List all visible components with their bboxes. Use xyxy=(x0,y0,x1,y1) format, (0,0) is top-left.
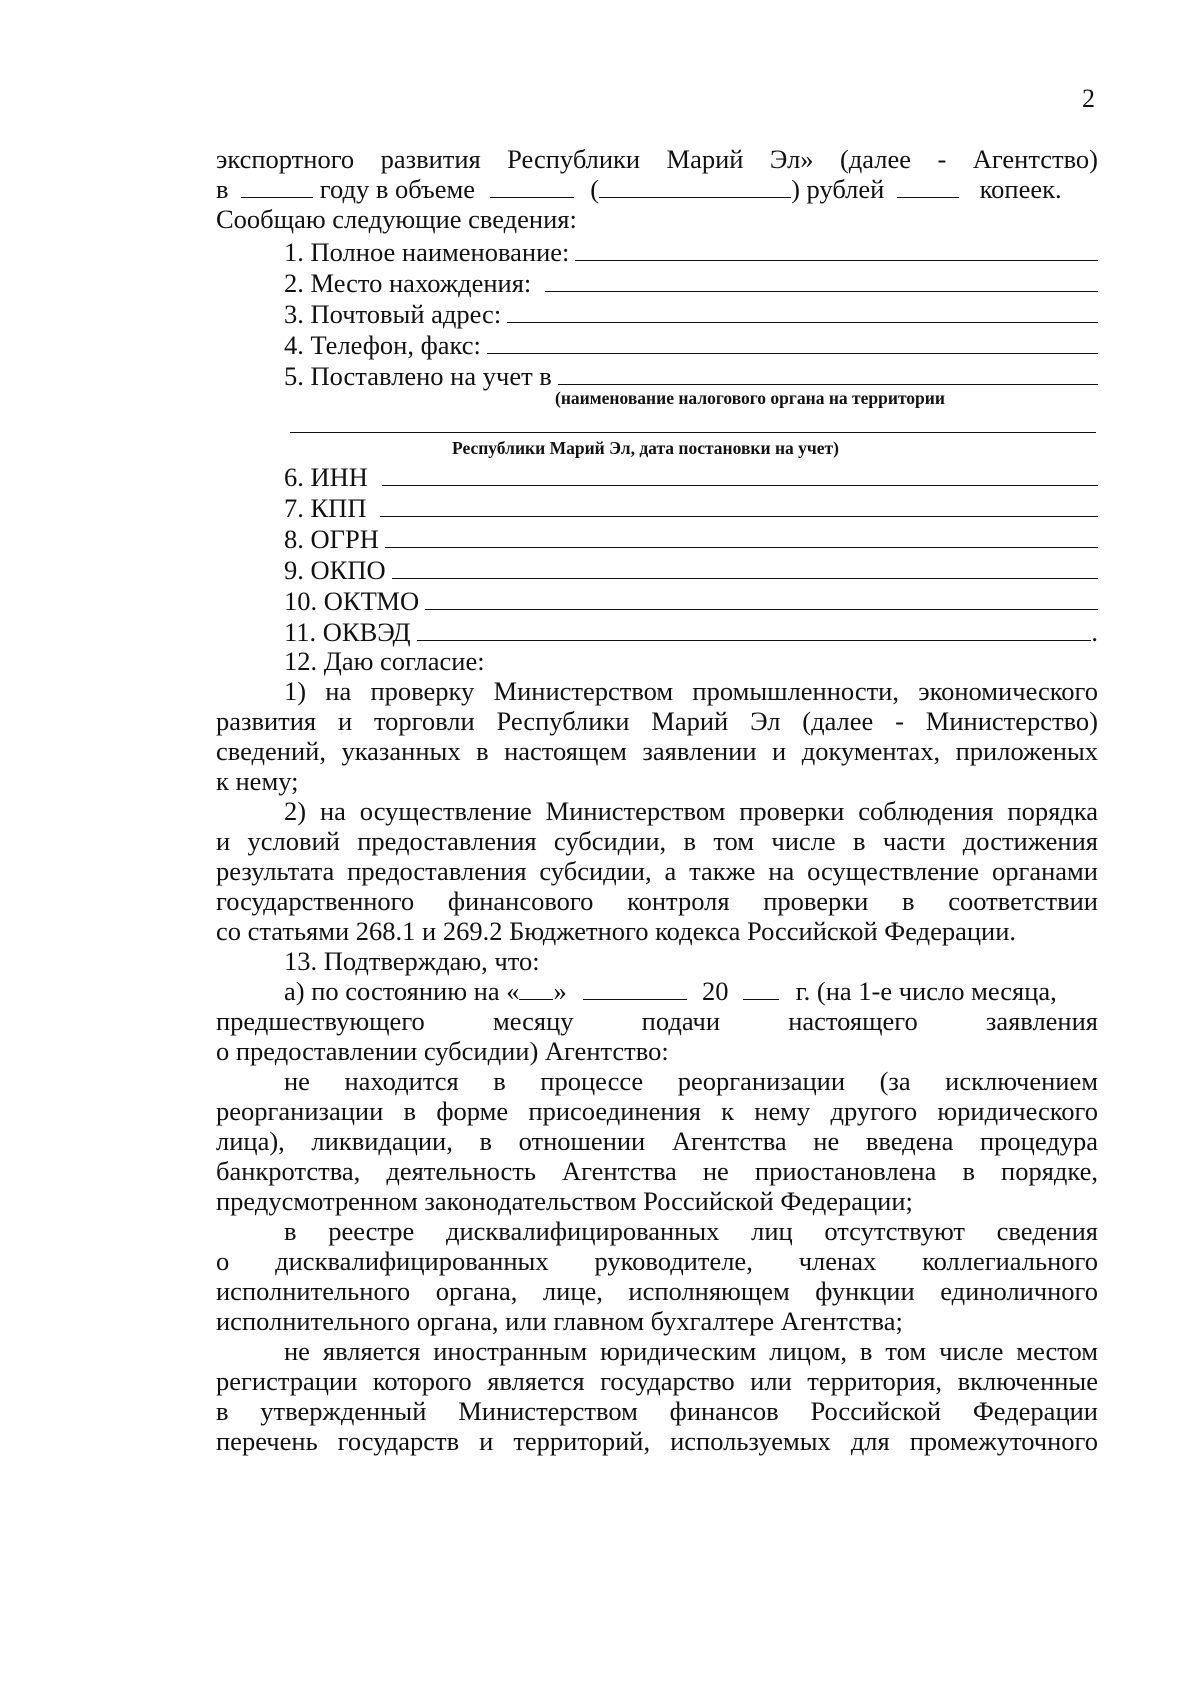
field-registered-at xyxy=(284,358,1098,391)
intro-year-text: году в объеме xyxy=(319,174,476,204)
consent-p2-line: и условий предоставления субсидии, в том числе в части достижения xyxy=(216,826,1098,856)
field-blank[interactable] xyxy=(382,459,1098,486)
caption-registration-date: Республики Марий Эл, дата постановки на учет) xyxy=(452,438,839,458)
amount-words-blank[interactable] xyxy=(599,173,791,198)
consent-p2-line: государственного финансового контроля проверки в соответствии xyxy=(216,886,1098,916)
field-postal-address xyxy=(284,296,1098,329)
disq-line: исполнительного органа, лице, исполняющем функции единоличного xyxy=(216,1276,1098,1306)
field-oktmo xyxy=(284,583,1098,616)
field-label: 9. ОКПО xyxy=(284,555,386,585)
reorg-line: лица), ликвидации, в отношении Агентства не введена процедура xyxy=(216,1126,1098,1156)
confirm-date-line xyxy=(284,975,1098,1008)
field-label: 5. Поставлено на учет в xyxy=(284,361,552,391)
reorg-line: не находится в процессе реорганизации (за исключением xyxy=(284,1066,1098,1096)
reorg-line: реорганизации в форме присоединения к нему другого юридического xyxy=(216,1096,1098,1126)
consent-p2-line: со статьями 268.1 и 269.2 Бюджетного кодекса Российской Федерации. xyxy=(216,916,1017,946)
confirm-date-prefix: а) по состоянию на « xyxy=(284,976,520,1006)
disq-line: о дисквалифицированных руководителе, членах коллегиального xyxy=(216,1246,1098,1276)
field-kpp xyxy=(284,490,1098,523)
consent-p2-line: 2) на осуществление Министерством проверки соблюдения порядка xyxy=(284,796,1098,826)
intro-open-paren: ( xyxy=(590,174,600,204)
reorg-line: банкротства, деятельность Агентства не приостановлена в порядке, xyxy=(216,1156,1098,1186)
field-okpo xyxy=(284,552,1098,585)
reorg-line: предусмотренном законодательством Российской Федерации; xyxy=(216,1186,913,1216)
field-blank[interactable] xyxy=(507,296,1098,323)
foreign-line: регистрации которого является государство или территория, включенные xyxy=(216,1366,1098,1396)
foreign-line: в утвержденный Министерством финансов Российской Федерации xyxy=(216,1396,1098,1426)
intro-rubles: ) рублей xyxy=(791,174,885,204)
field-phone-fax xyxy=(284,327,1098,360)
confirm-line: предшествующего месяцу подачи настоящего заявления xyxy=(216,1006,1098,1036)
confirm-century: 20 xyxy=(701,976,729,1006)
field-blank[interactable] xyxy=(487,327,1098,354)
page-number: 2 xyxy=(1082,84,1095,113)
consent-p1-line: сведений, указанных в настоящем заявлении и документах, приложеных xyxy=(216,736,1098,766)
field-okved xyxy=(284,614,1098,647)
field-label: 7. КПП xyxy=(284,493,367,523)
field-blank[interactable] xyxy=(575,234,1098,261)
field-label: 10. ОКТМО xyxy=(284,586,420,616)
year-suffix-blank[interactable] xyxy=(743,975,779,1000)
confirm-close-quote: » xyxy=(553,976,567,1006)
intro-line-3: Сообщаю следующие сведения: xyxy=(216,204,577,234)
consent-heading: 12. Даю согласие: xyxy=(284,646,485,676)
field-full-name xyxy=(284,234,1098,267)
field-blank[interactable] xyxy=(545,265,1098,292)
foreign-line: перечень государств и территорий, используемых для промежуточного xyxy=(216,1426,1098,1456)
intro-line-1: экспортного развития Республики Марий Эл» (далее - Агентство) xyxy=(216,144,1098,174)
field-label: 4. Телефон, факс: xyxy=(284,330,481,360)
field-label: 8. ОГРН xyxy=(284,524,379,554)
field-blank[interactable] xyxy=(380,490,1098,517)
field-label: 1. Полное наименование: xyxy=(284,237,570,267)
confirm-line: о предоставлении субсидии) Агентство: xyxy=(216,1036,669,1066)
field-inn xyxy=(284,459,1098,492)
consent-p2-line: результата предоставления субсидии, а также на осуществление органами xyxy=(216,856,1098,886)
field-location xyxy=(284,265,1098,298)
field-label: 3. Почтовый адрес: xyxy=(284,299,502,329)
day-blank[interactable] xyxy=(519,975,553,1000)
field-blank[interactable] xyxy=(385,521,1098,548)
disq-line: исполнительного органа, или главном бухгалтере Агентства; xyxy=(216,1306,903,1336)
field-label: 2. Место нахождения: xyxy=(284,268,532,298)
disq-line: в реестре дисквалифицированных лиц отсутствуют сведения xyxy=(284,1216,1098,1246)
consent-p1-line: развития и торговли Республики Марий Эл (далее - Министерство) xyxy=(216,706,1098,736)
tax-authority-blank[interactable] xyxy=(290,432,1096,433)
intro-line-2 xyxy=(216,173,1098,206)
consent-p1-line: к нему; xyxy=(216,766,299,796)
foreign-line: не является иностранным юридическим лицом, в том числе местом xyxy=(284,1336,1098,1366)
field-blank[interactable] xyxy=(392,552,1098,579)
field-blank[interactable] xyxy=(558,358,1098,385)
consent-p1-line: 1) на проверку Министерством промышленности, экономического xyxy=(284,676,1098,706)
field-period: . xyxy=(1091,617,1098,647)
field-label: 11. ОКВЭД xyxy=(284,617,411,647)
year-blank[interactable] xyxy=(241,173,313,198)
caption-tax-authority: (наименование налогового органа на территории xyxy=(555,388,945,408)
kopecks-blank[interactable] xyxy=(897,173,959,198)
intro-kopecks: копеек. xyxy=(979,174,1062,204)
month-blank[interactable] xyxy=(583,975,687,1000)
field-label: 6. ИНН xyxy=(284,462,368,492)
confirm-heading: 13. Подтверждаю, что: xyxy=(284,946,540,976)
field-ogrn xyxy=(284,521,1098,554)
amount-blank[interactable] xyxy=(490,173,574,198)
field-blank[interactable] xyxy=(417,614,1092,641)
intro-in: в xyxy=(216,174,229,204)
confirm-date-suffix: г. (на 1-е число месяца, xyxy=(795,976,1057,1006)
field-blank[interactable] xyxy=(425,583,1098,610)
